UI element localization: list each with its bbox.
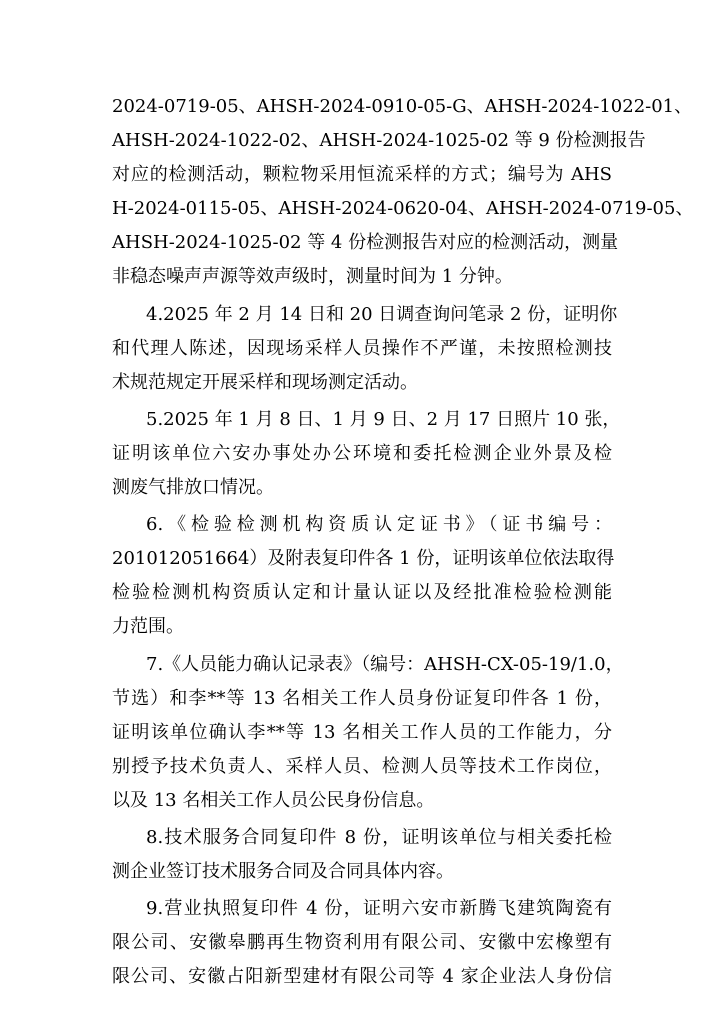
text-line: 证明该单位确认李**等 13 名相关工作人员的工作能力，分 [112,722,612,743]
text-line: 非稳态噪声声源等效声级时，测量时间为 1 分钟。 [112,266,513,287]
text-line: 节选）和李**等 13 名相关工作人员身份证复印件各 1 份， [112,688,612,709]
text-line: AHSH-2024-1022-02、AHSH-2024-1025-02 等 9 份检测报告 [112,130,646,151]
text-line: 以及 13 名相关工作人员公民身份信息。 [112,790,435,811]
text-line: 201012051664）及附表复印件各 1 份，证明该单位依法取得 [112,548,615,569]
text-line: 测企业签订技术服务合同及合同具体内容。 [112,861,454,882]
text-line: 力范围。 [112,616,184,637]
text-line: 别授予技术负责人、采样人员、检测人员等技术工作岗位， [112,756,612,777]
paragraph-4-start: 4.2025 年 2 月 14 日和 20 日调查询问笔录 2 份，证明你 [146,304,618,325]
text-line: 证明该单位六安办事处办公环境和委托检测企业外景及检 [112,443,612,464]
text-line: 2024-0719-05、AHSH-2024-0910-05-G、AHSH-2024-1022-01、 [112,96,693,117]
text-line: 限公司、安徽皋鹏再生物资利用有限公司、安徽中宏橡塑有 [112,932,612,953]
paragraph-8-start: 8.技术服务合同复印件 8 份，证明该单位与相关委托检 [146,827,612,848]
text-line: 检验检测机构资质认定和计量认证以及经批准检验检测能 [112,582,612,603]
text-line: 和代理人陈述，因现场采样人员操作不严谨，未按照检测技 [112,338,612,359]
paragraph-7-start: 7.《人员能力确认记录表》（编号：AHSH-CX-05-19/1.0， [146,654,624,675]
text-line: AHSH-2024-1025-02 等 4 份检测报告对应的检测活动，测量 [112,232,619,253]
text-line: 术规范规定开展采样和现场测定活动。 [112,372,418,393]
text-line: H-2024-0115-05、AHSH-2024-0620-04、AHSH-2024-0719-05、 [112,198,694,219]
paragraph-5-start: 5.2025 年 1 月 8 日、1 月 9 日、2 月 17 日照片 10 张， [146,409,621,430]
text-line: 限公司、安徽占阳新型建材有限公司等 4 家企业法人身份信 [112,966,612,987]
paragraph-6-start: 6.《检验检测机构资质认定证书》（证书编号： [146,514,612,535]
text-line: 测废气排放口情况。 [112,477,274,498]
text-line: 对应的检测活动，颗粒物采用恒流采样的方式；编号为 AHS [112,164,612,185]
paragraph-9-start: 9.营业执照复印件 4 份，证明六安市新腾飞建筑陶瓷有 [146,898,612,919]
